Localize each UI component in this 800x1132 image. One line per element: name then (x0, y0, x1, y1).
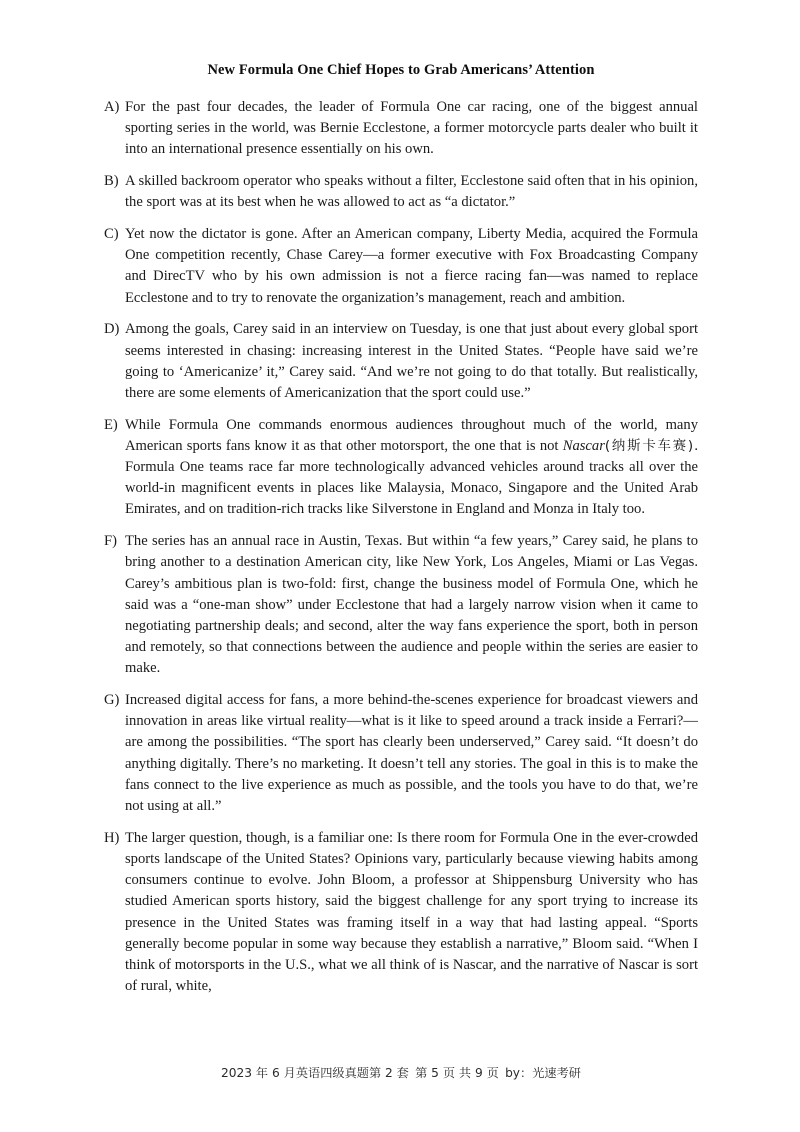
paragraph-text-f: The series has an annual race in Austin, Texas. But within “a few years,” Carey said, he plans to bring another to a destination American city, like New York, Los Angeles, Miami or Las Vegas. Carey’s ambitious plan is two-fold: first, change the business model of Formula One, which he said was a “one-man show” under Ecclestone that had a largely narrow vision when it came to negotiating partnership deals; and second, alter the way fans experience the sport, both in person and remotely, so that connections between the audience and people within the series are easier to make. (125, 533, 698, 677)
paragraph-e-text-before-italic: While Formula One commands enormous audiences throughout much of the world, many American sports fans know it as that other motorsport, the one that is not (125, 416, 698, 454)
passage-paragraph-b (104, 171, 698, 213)
passage-paragraph-d (104, 319, 698, 404)
page-title: New Formula One Chief Hopes to Grab Americans’ Attention (207, 62, 595, 78)
paragraph-marker-b: B) (104, 173, 119, 190)
passage-body (104, 97, 698, 997)
paragraph-marker-a: A) (104, 99, 120, 115)
paragraph-text-g: Increased digital access for fans, a more behind-the-scenes experience for broadcast viewers and innovation in areas like virtual reality—what is it like to speed around a track inside a Ferrari?—are among the possibilities. “The sport has clearly been underserved,” Carey said. “It doesn’t do anything digitally. There’s no marketing. It doesn’t tell any stories. The goal in this is to make the fans connect to the live experience as much as possible, and the tools you have to do that, we’re not using at all.” (125, 692, 698, 815)
paragraph-text-c: Yet now the dictator is gone. After an American company, Liberty Media, acquired the Formula One competition recently, Chase Carey—a former executive with Fox Broadcasting Company and DirecTV who by his own admission is not a fierce racing fan—was named to replace Ecclestone and to try to renovate the organization’s management, reach and ambition. (125, 226, 698, 306)
paragraph-marker-c: C) (104, 226, 119, 243)
paragraph-marker-h: H) (104, 829, 120, 846)
passage-paragraph-f (104, 531, 698, 679)
paragraph-e-italic-term: Nascar (562, 437, 605, 454)
paragraph-text-d: Among the goals, Carey said in an interview on Tuesday, is one that just about every global sport seems interested in chasing: increasing interest in the United States. “People have said we’re going to ‘Americanize’ it,” Carey said. “And we’re not going to do that totally. But realistically, there are some elements of Americanization that the sport could use.” (125, 321, 698, 401)
paragraph-marker-g: G) (104, 692, 120, 709)
passage-paragraph-c (104, 224, 698, 309)
footer-page-info: 第 5 页 共 9 页 (415, 1066, 499, 1080)
paragraph-marker-f: F) (104, 533, 117, 550)
passage-paragraph-a (104, 97, 698, 161)
paragraph-e-chinese-gloss: (纳斯卡车赛) (604, 438, 695, 454)
passage-paragraph-h (104, 828, 698, 998)
paragraph-e-text-after-italic: . Formula One teams race far more technologically advanced vehicles around tracks all over the world-in magnificent events in places like Malaysia, Monaco, Singapore and the United Arab Emirates, and on tradition-rich tracks like Silverstone in England and Monza in Italy too. (125, 437, 698, 518)
footer-credit: by：光速考研 (505, 1066, 581, 1080)
paragraph-marker-e: E) (104, 416, 118, 433)
page-footer (104, 1064, 698, 1081)
passage-paragraph-e (104, 415, 698, 521)
paragraph-text-e (125, 415, 698, 521)
passage-paragraph-g (104, 690, 698, 817)
footer-exam-info: 2023 年 6 月英语四级真题第 2 套 (221, 1066, 409, 1080)
paragraph-text-b: A skilled backroom operator who speaks without a filter, Ecclestone said often that in his opinion, the sport was at its best when he was allowed to act as “a dictator.” (125, 173, 698, 211)
paragraph-text-h: The larger question, though, is a familiar one: Is there room for Formula One in the ever-crowded sports landscape of the United States? Opinions vary, particularly because viewing habits among consumers continue to evolve. John Bloom, a professor at Shippensburg University who has studied American sports history, said the biggest challenge for any sport trying to increase its presence in the United States was framing itself in a way that had lasting appeal. “Sports generally become popular in some way because they establish a narrative,” Bloom said. “When I think of motorsports in the U.S., what we all think of is Nascar, and the narrative of Nascar is sort of rural, white, (125, 829, 698, 995)
paragraph-text-a: For the past four decades, the leader of Formula One car racing, one of the biggest annual sporting series in the world, was Bernie Ecclestone, a former motorcycle parts dealer who built it into an international presence essentially on his own. (125, 99, 698, 158)
paragraph-marker-d: D) (104, 321, 120, 338)
